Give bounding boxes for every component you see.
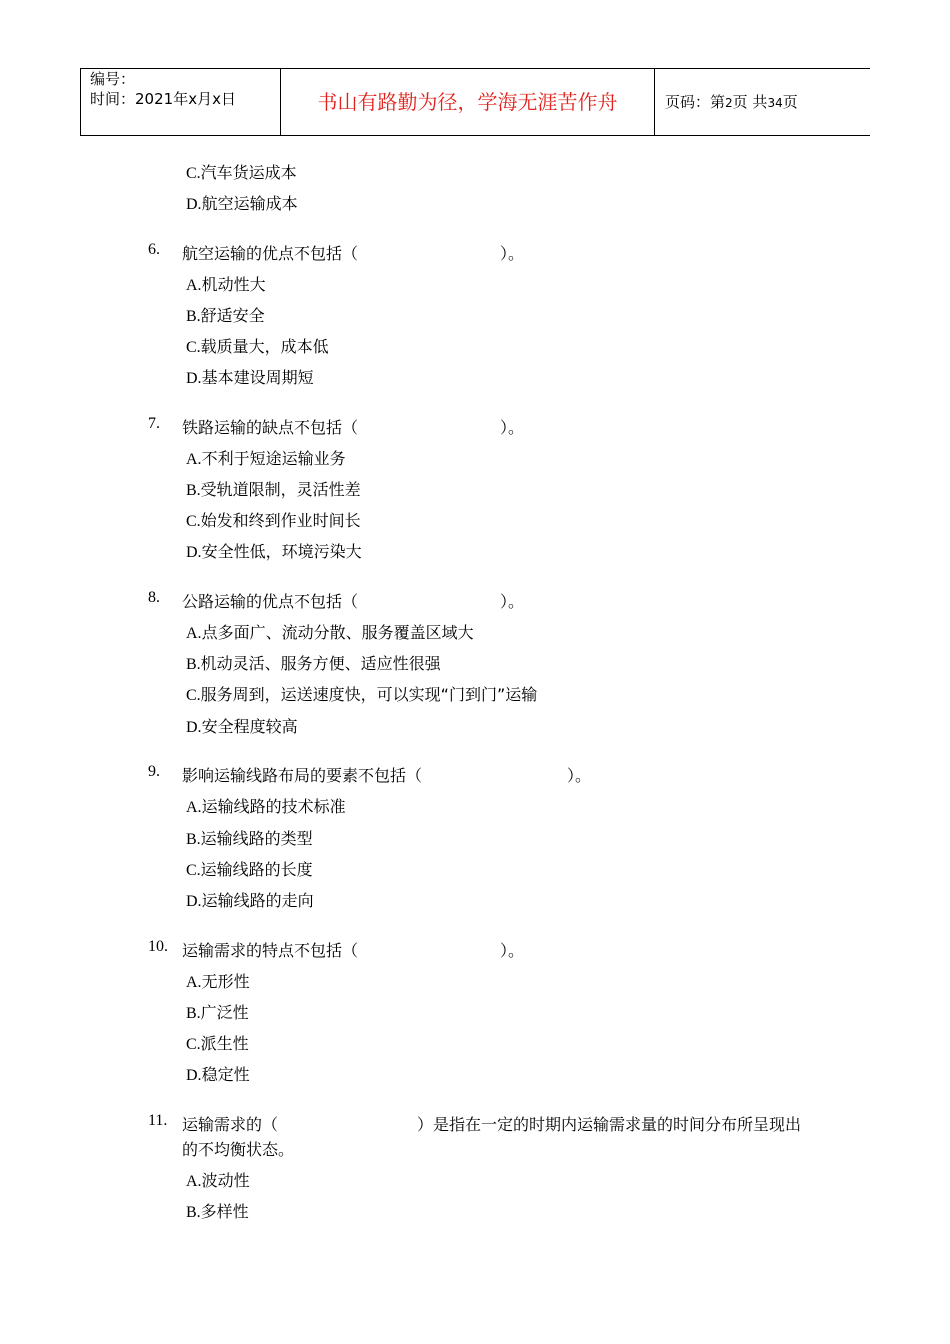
page-mid: 页 共 <box>732 93 768 111</box>
question-stem-continuation: 的不均衡状态。 <box>182 1140 295 1159</box>
page-current: 2 <box>725 96 733 110</box>
date-day: x <box>212 90 222 108</box>
question-stem-close: ）。 <box>500 418 525 437</box>
date-year-suffix: 年 <box>173 90 189 108</box>
question-number: 10. <box>148 938 168 955</box>
question-stem-close: ）。 <box>567 766 592 785</box>
option-item: C.运输线路的长度 <box>186 860 313 879</box>
option-item: C.汽车货运成本 <box>186 163 297 182</box>
serial-number-label: 编号： <box>90 70 136 88</box>
option-item: C.服务周到，运送速度快，可以实现“门到门”运输 <box>186 685 538 704</box>
option-item: D.运输线路的走向 <box>186 891 314 910</box>
option-item: B.广泛性 <box>186 1003 249 1022</box>
option-item: C.派生性 <box>186 1034 249 1053</box>
option-item: B.舒适安全 <box>186 306 265 325</box>
date-month: x <box>188 90 198 108</box>
option-item: D.安全性低，环境污染大 <box>186 542 362 561</box>
question-stem: 航空运输的优点不包括（ <box>182 244 359 263</box>
page-header <box>80 68 870 136</box>
question-number: 9. <box>148 763 160 780</box>
question-stem-close: ）。 <box>500 592 525 611</box>
header-meta-cell <box>81 69 281 135</box>
question-stem-close: ）。 <box>500 244 525 263</box>
option-item: B.运输线路的类型 <box>186 829 313 848</box>
option-item: C.始发和终到作业时间长 <box>186 511 361 530</box>
page-total: 34 <box>767 96 783 110</box>
option-item: A.无形性 <box>186 972 250 991</box>
option-item: B.受轨道限制，灵活性差 <box>186 480 361 499</box>
option-item: D.安全程度较高 <box>186 717 298 736</box>
question-number: 6. <box>148 241 160 258</box>
option-item: B.机动灵活、服务方便、适应性很强 <box>186 654 441 673</box>
question-stem-close: ）。 <box>500 941 525 960</box>
option-item: B.多样性 <box>186 1202 249 1221</box>
question-number: 8. <box>148 589 160 606</box>
question-stem: 影响运输线路布局的要素不包括（ <box>182 766 423 785</box>
option-item: C.载质量大，成本低 <box>186 337 329 356</box>
option-item: D.稳定性 <box>186 1065 250 1084</box>
question-number: 7. <box>148 415 160 432</box>
question-stem-close: ）是指在一定的时期内运输需求量的时间分布所呈现出 <box>417 1115 802 1134</box>
question-stem: 运输需求的（ <box>182 1115 279 1134</box>
date-line <box>90 89 236 109</box>
option-item: A.机动性大 <box>186 275 266 294</box>
date-month-suffix: 月 <box>197 90 213 108</box>
option-item: D.基本建设周期短 <box>186 368 314 387</box>
question-stem: 公路运输的优点不包括（ <box>182 592 359 611</box>
page-suffix: 页 <box>782 93 798 111</box>
option-item: A.运输线路的技术标准 <box>186 797 346 816</box>
question-number: 11. <box>148 1112 168 1129</box>
option-item: A.点多面广、流动分散、服务覆盖区域大 <box>186 623 474 642</box>
page-prefix: 页码：第 <box>665 93 726 111</box>
date-day-suffix: 日 <box>221 90 237 108</box>
date-year: 2021 <box>135 90 174 108</box>
question-stem: 运输需求的特点不包括（ <box>182 941 359 960</box>
date-prefix: 时间： <box>90 90 136 108</box>
motto: 书山有路勤为径，学海无涯苦作舟 <box>281 69 655 135</box>
question-stem: 铁路运输的缺点不包括（ <box>182 418 359 437</box>
option-item: A.不利于短途运输业务 <box>186 449 346 468</box>
option-item: A.波动性 <box>186 1171 250 1190</box>
page-indicator <box>655 69 871 135</box>
option-item: D.航空运输成本 <box>186 194 298 213</box>
